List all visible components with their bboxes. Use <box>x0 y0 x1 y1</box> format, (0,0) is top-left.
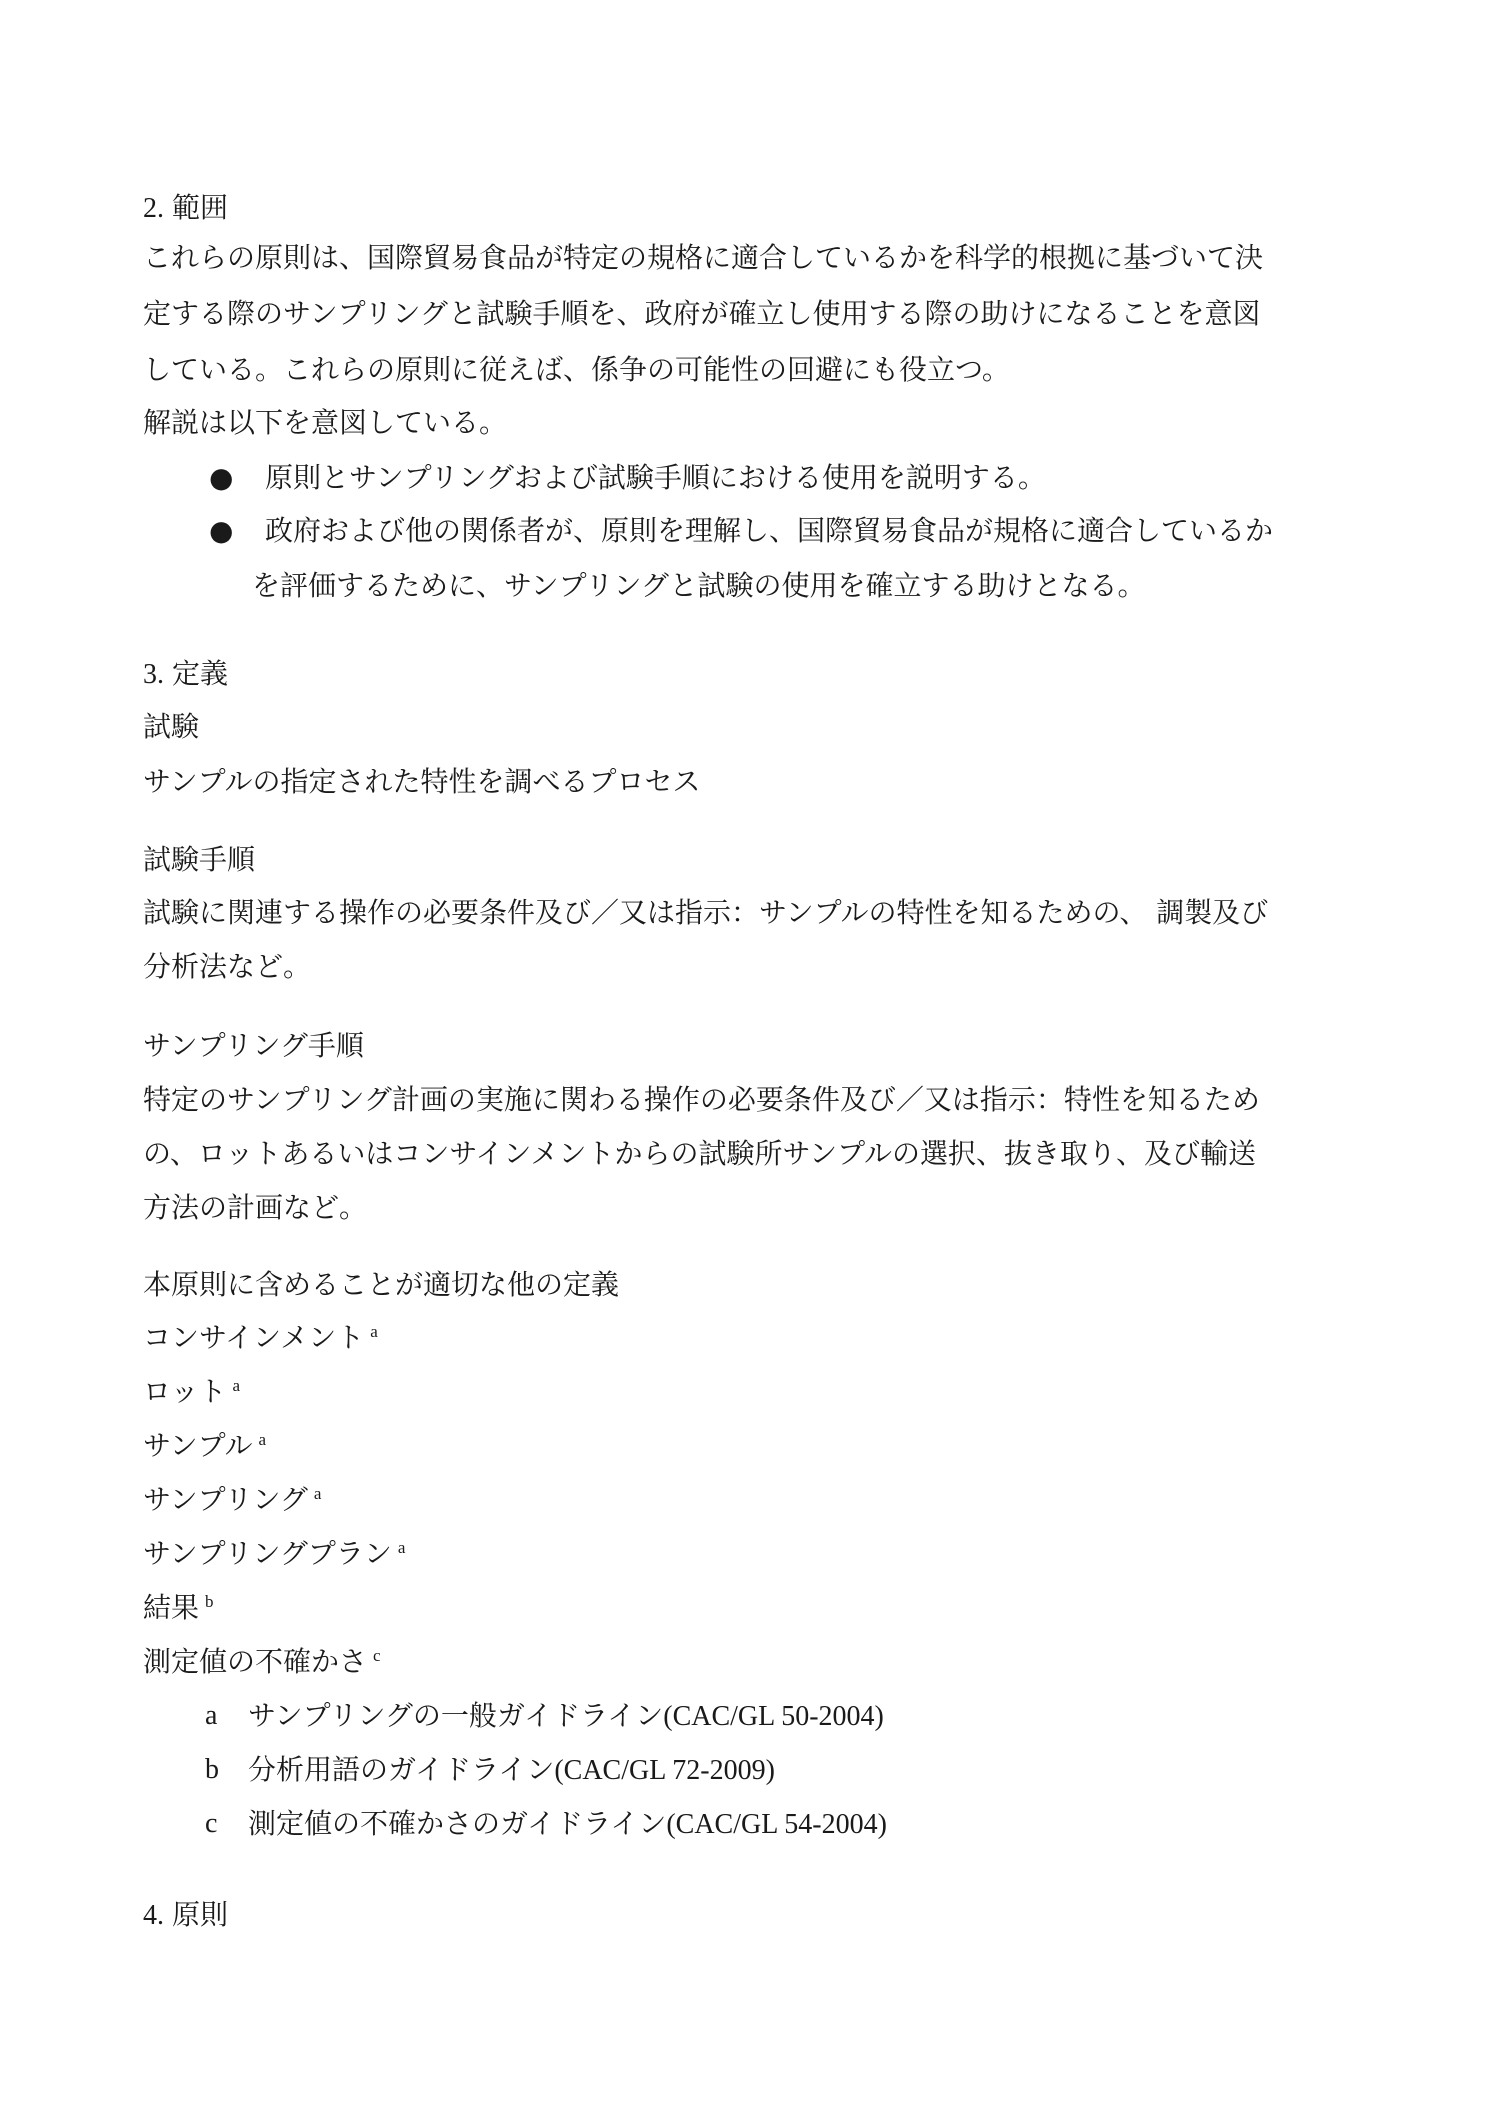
other-term <box>143 1318 378 1358</box>
section-3-number: 3. <box>143 659 164 690</box>
term-sampling-procedure-definition-line-1: 特定のサンプリング計画の実施に関わる操作の必要条件及び／又は指示：特性を知るため <box>143 1083 1260 1116</box>
section-3-heading <box>143 654 228 694</box>
section-3-title: 定義 <box>172 657 229 690</box>
term-test-procedure-definition-line-1: 試験に関連する操作の必要条件及び／又は指示：サンプルの特性を知るための、 調製及び <box>143 896 1269 929</box>
other-term <box>143 1534 405 1574</box>
term-test-procedure-definition-line-2: 分析法など。 <box>143 950 312 983</box>
footnote-text <box>248 1696 884 1737</box>
footnote-letter: c <box>205 1808 218 1839</box>
footnote-title: サンプリングの一般ガイドライン <box>248 1699 664 1732</box>
term-sampling-procedure: サンプリング手順 <box>143 1029 364 1062</box>
other-definitions-heading: 本原則に含めることが適切な他の定義 <box>143 1268 620 1301</box>
other-term-label: サンプル <box>143 1429 253 1462</box>
footnote-text <box>248 1804 887 1845</box>
other-term-label: 結果 <box>143 1591 200 1624</box>
bullet-2-line-2: を評価するために、サンプリングと試験の使用を確立する助けとなる。 <box>252 569 1146 602</box>
section-2-heading <box>143 188 228 228</box>
scope-paragraph-line-3: している。これらの原則に従えば、係争の可能性の回避にも役立つ。 <box>143 353 1010 386</box>
other-term-ref: a <box>258 1429 267 1449</box>
other-term-ref: a <box>313 1483 322 1503</box>
other-term <box>143 1480 321 1520</box>
commentary-intro: 解説は以下を意図している。 <box>143 406 508 439</box>
other-term-ref: a <box>370 1321 378 1341</box>
other-term <box>143 1588 214 1628</box>
footnote-text <box>248 1750 775 1791</box>
section-4-number: 4. <box>143 1900 164 1931</box>
other-term-ref: a <box>232 1375 240 1395</box>
footnote-code: (CAC/GL 54-2004) <box>666 1809 887 1840</box>
bullet-1-line-1: 原則とサンプリングおよび試験手順における使用を説明する。 <box>265 461 1046 494</box>
other-term-label: ロット <box>143 1375 227 1408</box>
other-term-label: サンプリング <box>143 1483 308 1516</box>
section-2-number: 2. <box>143 193 164 224</box>
section-2-title: 範囲 <box>172 191 229 224</box>
term-test-procedure: 試験手順 <box>143 843 256 876</box>
other-term-label: コンサインメント <box>143 1321 365 1354</box>
bullet-2-line-1: 政府および他の関係者が、原則を理解し、国際貿易食品が規格に適合しているか <box>265 514 1274 547</box>
section-4-heading <box>143 1895 228 1935</box>
term-sampling-procedure-definition-line-2: の、ロットあるいはコンサインメントからの試験所サンプルの選択、抜き取り、及び輸送 <box>143 1137 1257 1170</box>
term-test-definition-line-1: サンプルの指定された特性を調べるプロセス <box>143 765 701 798</box>
term-sampling-procedure-definition-line-3: 方法の計画など。 <box>143 1191 368 1224</box>
section-4-title: 原則 <box>172 1898 229 1931</box>
other-term <box>143 1642 381 1682</box>
scope-paragraph-line-1: これらの原則は、国際貿易食品が特定の規格に適合しているかを科学的根拠に基づいて決 <box>143 241 1264 274</box>
scope-paragraph-line-2: 定する際のサンプリングと試験手順を、政府が確立し使用する際の助けになることを意図 <box>143 297 1261 330</box>
footnote-code: (CAC/GL 50-2004) <box>663 1701 884 1732</box>
other-term-ref: b <box>205 1591 214 1611</box>
term-test: 試験 <box>143 710 200 743</box>
footnote-letter: a <box>205 1700 218 1731</box>
other-term-ref: c <box>373 1645 381 1665</box>
bullet-icon: ● <box>209 514 234 547</box>
other-term-ref: a <box>397 1537 406 1557</box>
other-term-label: 測定値の不確かさ <box>143 1645 368 1678</box>
footnote-title: 測定値の不確かさのガイドライン <box>248 1807 667 1840</box>
footnote-letter: b <box>205 1754 219 1785</box>
other-term-label: サンプリングプラン <box>143 1537 392 1570</box>
other-term <box>143 1426 266 1466</box>
other-term <box>143 1372 240 1412</box>
footnote-code: (CAC/GL 72-2009) <box>554 1755 775 1786</box>
footnote-title: 分析用語のガイドライン <box>248 1753 555 1786</box>
bullet-icon: ● <box>209 461 234 494</box>
